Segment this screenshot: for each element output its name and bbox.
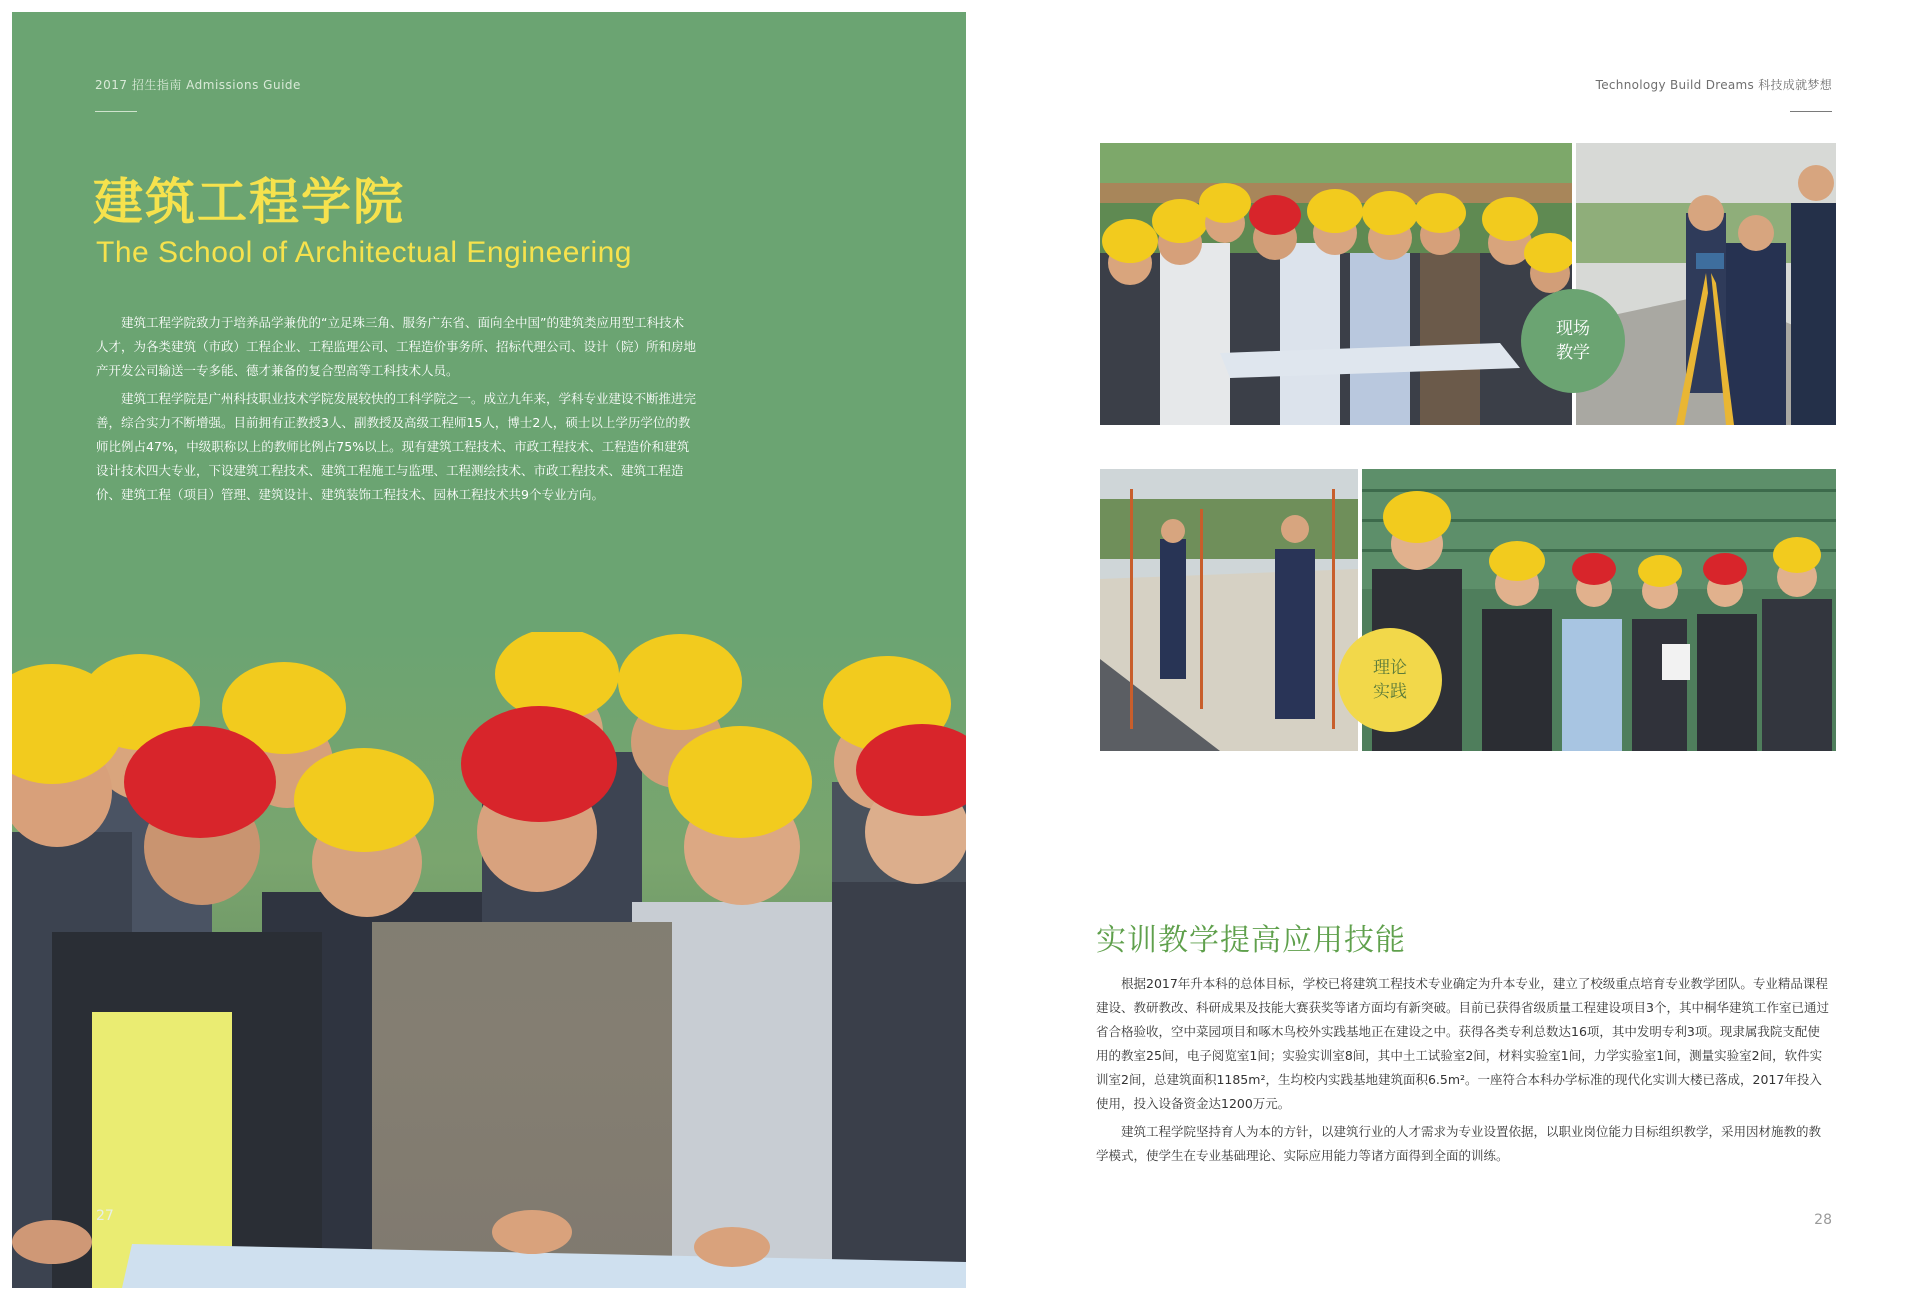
page-number-right: 28: [1814, 1212, 1832, 1228]
badge-line: 理论: [1373, 658, 1407, 678]
body-paragraph: 根据2017年升本科的总体目标，学校已将建筑工程技术专业确定为升本专业，建立了校级重点培育专业教学团队。专业精品课程建设、教研教改、科研成果及技能大赛获奖等诸方面均有新突破。目前已获得省级质量工程建设项目3个，其中桐华建筑工作室已通过省合格验收，空中菜园项目和啄木鸟校外实践基地正在建设之中。获得各类专利总数达16项，其中发明专利3项。现隶属我院支配使用的教室25间，电子阅览室1间；实验实训室8间，其中土工试验室2间，材料实验室1间，力学实验室1间，测量实验室2间，软件实训室2间，总建筑面积1185m²，生均校内实践基地建筑面积6.5m²。一座符合本科办学标准的现代化实训大楼已落成，2017年投入使用，投入设备资金达1200万元。: [1096, 976, 1829, 1111]
intro-paragraph: 建筑工程学院是广州科技职业技术学院发展较快的工科学院之一。成立九年来，学科专业建设不断推进完善，综合实力不断增强。目前拥有正教授3人、副教授及高级工程师15人，博士2人，硕士以上学历学位的教师比例占47%，中级职称以上的教师比例占75%以上。现有建筑工程技术、市政工程技术、工程造价和建筑设计技术四大专业，下设建筑工程技术、建筑工程施工与监理、工程测绘技术、市政工程技术、建筑工程造价、建筑工程（项目）管理、建筑设计、建筑装饰工程技术、园林工程技术共9个专业方向。: [96, 391, 697, 502]
running-header-right: Technology Build Dreams 科技成就梦想: [1595, 78, 1832, 92]
theory-practice-badge: [1338, 628, 1442, 732]
header-rule: [1790, 111, 1832, 112]
left-page: [12, 12, 966, 1288]
surveying-photo: [1576, 143, 1836, 425]
field-practice-photo: [1100, 469, 1358, 751]
section-title: 实训教学提高应用技能: [1096, 923, 1406, 958]
badge-line: 教学: [1556, 343, 1590, 363]
intro-paragraph: 建筑工程学院致力于培养品学兼优的“立足珠三角、服务广东省、面向全中国”的建筑类应用型工科技术人才，为各类建筑（市政）工程企业、工程监理公司、工程造价事务所、招标代理公司、设计（院）所和房地产开发公司输送一专多能、德才兼备的复合型高等工科技术人员。: [96, 315, 697, 378]
section-body: [1096, 972, 1832, 1172]
running-header-left: 2017 招生指南 Admissions Guide: [95, 78, 301, 92]
page-number-left: 27: [96, 1208, 114, 1224]
page-title-cn: 建筑工程学院: [93, 173, 405, 231]
header-rule: [95, 111, 137, 112]
body-paragraph: 建筑工程学院坚持育人为本的方针，以建筑行业的人才需求为专业设置依据，以职业岗位能力目标组织教学，采用因材施教的教学模式，使学生在专业基础理论、实际应用能力等诸方面得到全面的训练。: [1096, 1124, 1822, 1163]
intro-text: [96, 311, 696, 511]
page-title-en: The School of Architectual Engineering: [96, 236, 632, 269]
badge-line: 现场: [1556, 319, 1590, 339]
construction-students-photo: [12, 632, 966, 1288]
site-teaching-badge: [1521, 289, 1625, 393]
right-page: [966, 12, 1916, 1288]
site-teaching-photo: [1100, 143, 1572, 425]
badge-line: 实践: [1373, 682, 1407, 702]
